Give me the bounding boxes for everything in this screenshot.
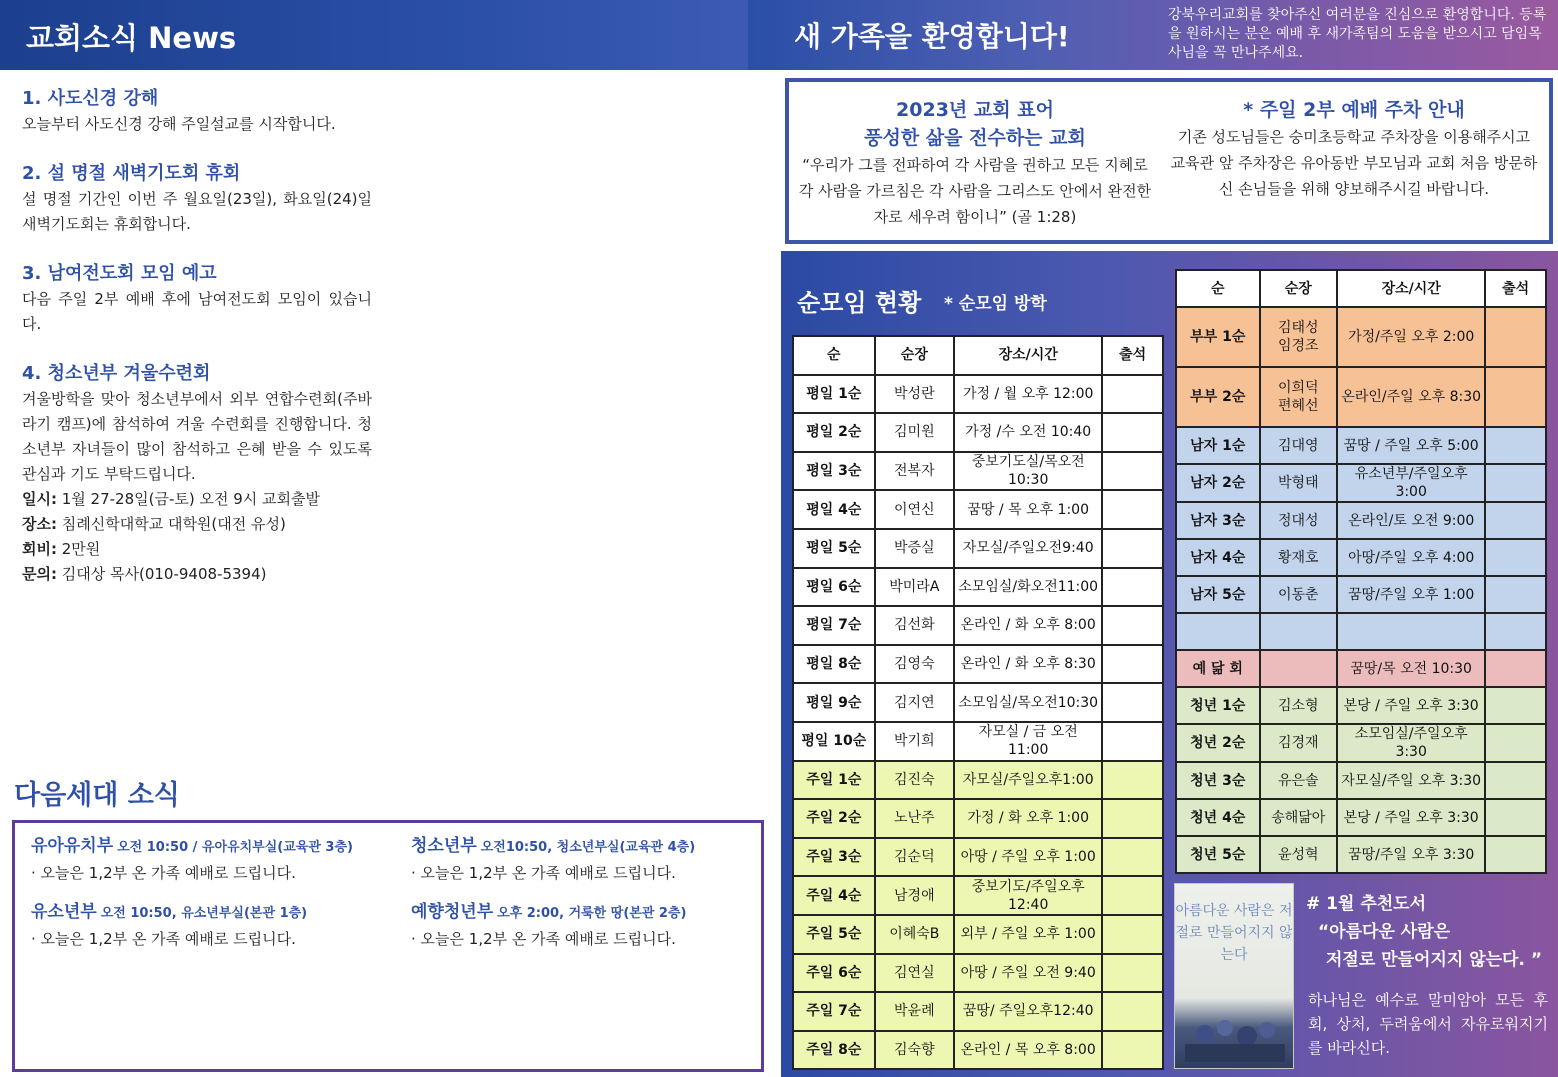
table-row: [1176, 539, 1546, 576]
news-detail: [22, 537, 372, 562]
leader-name: 정대성: [1278, 512, 1319, 529]
table-row: [793, 413, 1163, 452]
group-name-cell: 평일 4순: [793, 490, 875, 529]
group-attendance-cell: [1102, 683, 1163, 722]
group-name-cell: 청년 1순: [1176, 687, 1260, 724]
group-attendance-cell: [1485, 762, 1546, 799]
group-title: 순모임 현황: [797, 289, 922, 317]
news-detail: [22, 487, 372, 512]
group-attendance-cell: [1485, 613, 1546, 650]
group-place-cell: 온라인 / 목 오후 8:00: [954, 1031, 1102, 1070]
group-place-cell: 온라인 / 화 오후 8:00: [954, 606, 1102, 645]
group-leader-cell: 박기희: [875, 722, 955, 761]
group-leader-cell: [1260, 307, 1338, 367]
news-banner: [0, 0, 760, 70]
group-leader-cell: 김영숙: [875, 645, 955, 684]
leader-name: 유은솔: [1278, 772, 1319, 789]
table-row: [1176, 367, 1546, 427]
group-leader-cell: [1260, 762, 1338, 799]
group-place-cell: 소모임실/목오전10:30: [954, 683, 1102, 722]
group-attendance-cell: [1102, 452, 1163, 491]
group-place-cell: 꿈땅/주일 오후 1:00: [1337, 576, 1485, 613]
table-row: [793, 1031, 1163, 1070]
news-item: [22, 261, 372, 337]
group-place-cell: 중보기도실/목오전10:30: [954, 452, 1102, 491]
book-cover-image: [1174, 883, 1294, 1069]
group-attendance-cell: [1102, 568, 1163, 607]
header-cell: 장소/시간: [1337, 270, 1485, 307]
notice-box: [785, 78, 1553, 244]
nextgen-item: [411, 899, 771, 951]
dept-note: · 오늘은 1,2부 온 가족 예배로 드립니다.: [31, 864, 296, 882]
group-place-cell: 아땅 / 주일 오전 9:40: [954, 954, 1102, 993]
group-attendance-cell: [1485, 576, 1546, 613]
group-leader-cell: 김선화: [875, 606, 955, 645]
table-row: [793, 568, 1163, 607]
group-attendance-cell: [1102, 915, 1163, 954]
book-heading: # 1월 추천도서: [1306, 894, 1427, 914]
group-leader-cell: 이혜숙B: [875, 915, 955, 954]
table-row: [793, 954, 1163, 993]
group-leader-cell: [1260, 502, 1338, 539]
table-row: [793, 722, 1163, 761]
group-attendance-cell: [1485, 724, 1546, 762]
table-row: [793, 452, 1163, 491]
group-name-cell: 주일 6순: [793, 954, 875, 993]
dept-time: 오전 10:50, 유소년부실(본관 1층): [100, 906, 308, 921]
group-leader-cell: 김연실: [875, 954, 955, 993]
table-row: [793, 915, 1163, 954]
nextgen-box: [12, 820, 764, 1072]
group-name-cell: 청년 2순: [1176, 724, 1260, 762]
table-row: [1176, 724, 1546, 762]
group-table-couple-men-youth: [1175, 269, 1547, 874]
dept-time: 오전 10:50 / 유아유치부실(교육관 3층): [117, 840, 353, 855]
detail-value: 침례신학대학교 대학원(대전 유성): [56, 515, 286, 533]
leader-name: 박형태: [1278, 475, 1319, 491]
table-row: [1176, 576, 1546, 613]
group-attendance-cell: [1485, 836, 1546, 873]
group-name-cell: 평일 2순: [793, 413, 875, 452]
header-cell: 순장: [875, 336, 955, 375]
group-name-cell: 남자 2순: [1176, 464, 1260, 502]
group-leader-cell: 김지연: [875, 683, 955, 722]
group-leader-cell: [1260, 613, 1338, 650]
group-place-cell: 자모실/주일오전9:40: [954, 529, 1102, 568]
leader-name: 김경재: [1278, 735, 1319, 751]
group-place-cell: 중보기도/주일오후12:40: [954, 876, 1102, 915]
news-detail: [22, 562, 372, 587]
group-name-cell: 평일 5순: [793, 529, 875, 568]
group-place-cell: 꿈땅/주일 오후 3:30: [1337, 836, 1485, 873]
group-name-cell: 청년 5순: [1176, 836, 1260, 873]
table-row: [793, 645, 1163, 684]
table-row: [793, 761, 1163, 800]
group-leader-cell: [1260, 539, 1338, 576]
table-row: [793, 799, 1163, 838]
group-attendance-cell: [1102, 606, 1163, 645]
group-name-cell: 주일 2순: [793, 799, 875, 838]
group-place-cell: 가정/주일 오후 2:00: [1337, 307, 1485, 367]
group-leader-cell: 김미원: [875, 413, 955, 452]
group-place-cell: 가정 / 월 오후 12:00: [954, 375, 1102, 414]
parking-text: 기존 성도님들은 숭미초등학교 주차장을 이용해주시고 교육관 앞 주차장은 유아동반 부모님과 교회 처음 방문하신 손님들을 위해 양보해주시길 바랍니다.: [1170, 128, 1538, 198]
nextgen-title: 다음세대 소식: [14, 780, 180, 811]
news-item-body: 오늘부터 사도신경 강해 주일설교를 시작합니다.: [22, 115, 336, 133]
news-detail: [22, 512, 372, 537]
dept-note: · 오늘은 1,2부 온 가족 예배로 드립니다.: [411, 930, 676, 948]
flower-illustration-icon: [1185, 1012, 1285, 1062]
group-attendance-cell: [1102, 375, 1163, 414]
news-item: [22, 161, 372, 237]
table-row: [1176, 762, 1546, 799]
group-table-weekday-sunday: [792, 335, 1164, 1070]
group-name-cell: 청년 3순: [1176, 762, 1260, 799]
group-attendance-cell: [1485, 367, 1546, 427]
group-attendance-cell: [1102, 490, 1163, 529]
table-row: [1176, 799, 1546, 836]
group-attendance-cell: [1102, 992, 1163, 1031]
news-title: 교회소식 News: [26, 21, 237, 55]
news-item-body: 다음 주일 2부 예배 후에 남여전도회 모임이 있습니다.: [22, 290, 372, 333]
group-leader-cell: 김숙향: [875, 1031, 955, 1070]
table-row: [1176, 427, 1546, 464]
motto-title: 풍성한 삶을 전수하는 교회: [864, 127, 1086, 149]
group-name-cell: 평일 9순: [793, 683, 875, 722]
group-attendance-cell: [1485, 464, 1546, 502]
header-cell: 출석: [1485, 270, 1546, 307]
group-place-cell: 아땅 / 주일 오후 1:00: [954, 838, 1102, 877]
group-attendance-cell: [1485, 650, 1546, 687]
group-name-cell: [1176, 613, 1260, 650]
table-row: [1176, 502, 1546, 539]
leader-name: 김대영: [1278, 437, 1319, 454]
group-place-cell: 소모임실/주일오후3:30: [1337, 724, 1485, 762]
group-attendance-cell: [1102, 799, 1163, 838]
dept-name: 유소년부: [31, 902, 97, 922]
nextgen-item: [31, 899, 391, 951]
table-row: [793, 683, 1163, 722]
news-item: [22, 361, 372, 587]
group-attendance-cell: [1102, 761, 1163, 800]
group-leader-cell: 김진숙: [875, 761, 955, 800]
group-leader-cell: [1260, 650, 1338, 687]
table-row: [793, 992, 1163, 1031]
table-row: [793, 375, 1163, 414]
group-leader-cell: 박미라A: [875, 568, 955, 607]
group-name-cell: 평일 1순: [793, 375, 875, 414]
group-name-cell: 예 닮 회: [1176, 650, 1260, 687]
header-cell: 출석: [1102, 336, 1163, 375]
nextgen-column: [31, 833, 391, 965]
group-leader-cell: 박성란: [875, 375, 955, 414]
header-cell: 순: [1176, 270, 1260, 307]
group-place-cell: 가정 /수 오전 10:40: [954, 413, 1102, 452]
group-place-cell: 꿈땅 / 주일 오후 5:00: [1337, 427, 1485, 464]
book-quote-line: 저절로 만들어지지 않는다. ”: [1326, 950, 1543, 970]
group-place-cell: [1337, 613, 1485, 650]
table-row: [1176, 613, 1546, 650]
leader-name: 임경조: [1278, 338, 1319, 354]
group-name-cell: 청년 4순: [1176, 799, 1260, 836]
news-item: [22, 86, 372, 137]
group-leader-cell: [1260, 576, 1338, 613]
group-attendance-cell: [1102, 954, 1163, 993]
group-attendance-cell: [1102, 1031, 1163, 1070]
group-name-cell: 주일 5순: [793, 915, 875, 954]
news-item-title: 1. 사도신경 강해: [22, 88, 159, 109]
group-attendance-cell: [1102, 529, 1163, 568]
group-name-cell: 부부 2순: [1176, 367, 1260, 427]
welcome-banner: [748, 0, 1558, 70]
leader-name: 송해닮아: [1271, 809, 1326, 826]
group-name-cell: 평일 6순: [793, 568, 875, 607]
group-subtitle: * 순모임 방학: [944, 294, 1047, 314]
table-row: [1176, 687, 1546, 724]
detail-label: 회비:: [22, 540, 57, 558]
nextgen-column: [411, 833, 771, 965]
group-leader-cell: 이연신: [875, 490, 955, 529]
group-name-cell: 평일 7순: [793, 606, 875, 645]
table-row: [793, 606, 1163, 645]
book-description: 하나님은 예수로 말미암아 모든 후회, 상처, 두려움에서 자유로워지기를 바라신다.: [1308, 991, 1548, 1057]
group-attendance-cell: [1102, 722, 1163, 761]
group-leader-cell: [1260, 724, 1338, 762]
leader-name: 윤성혁: [1278, 846, 1319, 863]
table-row: [1176, 464, 1546, 502]
group-place-cell: 외부 / 주일 오후 1:00: [954, 915, 1102, 954]
group-leader-cell: [1260, 799, 1338, 836]
news-list: [22, 86, 372, 611]
group-name-cell: 주일 8순: [793, 1031, 875, 1070]
group-attendance-cell: [1485, 687, 1546, 724]
table-row: [793, 490, 1163, 529]
group-attendance-cell: [1102, 876, 1163, 915]
group-name-cell: 남자 5순: [1176, 576, 1260, 613]
motto-year-title: 2023년 교회 표어: [896, 99, 1054, 121]
group-name-cell: 주일 1순: [793, 761, 875, 800]
parking-title: * 주일 2부 예배 주차 안내: [1243, 99, 1465, 121]
group-attendance-cell: [1485, 799, 1546, 836]
group-place-cell: 자모실/주일 오후 3:30: [1337, 762, 1485, 799]
group-attendance-cell: [1485, 502, 1546, 539]
news-item-title: 2. 설 명절 새벽기도회 휴회: [22, 163, 241, 184]
group-name-cell: 남자 4순: [1176, 539, 1260, 576]
group-leader-cell: [1260, 427, 1338, 464]
group-place-cell: 본당 / 주일 오후 3:30: [1337, 799, 1485, 836]
dept-time: 오후 2:00, 거룩한 땅(본관 2층): [497, 906, 687, 921]
group-attendance-cell: [1102, 838, 1163, 877]
group-leader-cell: 김순덕: [875, 838, 955, 877]
group-place-cell: 온라인 / 화 오후 8:30: [954, 645, 1102, 684]
group-attendance-cell: [1485, 307, 1546, 367]
group-leader-cell: 박증실: [875, 529, 955, 568]
group-name-cell: 남자 3순: [1176, 502, 1260, 539]
group-place-cell: 자모실/주일오후1:00: [954, 761, 1102, 800]
detail-value: 1월 27-28일(금-토) 오전 9시 교회출발: [56, 490, 321, 508]
group-attendance-cell: [1102, 645, 1163, 684]
group-place-cell: 소모임실/화오전11:00: [954, 568, 1102, 607]
group-name-cell: 평일 3순: [793, 452, 875, 491]
welcome-title: 새 가족을 환영합니다!: [794, 20, 1070, 53]
dept-name: 청소년부: [411, 836, 477, 856]
group-place-cell: 꿈땅 / 목 오후 1:00: [954, 490, 1102, 529]
detail-value: 2만원: [56, 540, 101, 558]
news-item-title: 4. 청소년부 겨울수련회: [22, 363, 211, 384]
group-leader-cell: 남경애: [875, 876, 955, 915]
detail-value: 김대상 목사(010-9408-5394): [56, 565, 267, 583]
leader-name: 편혜선: [1278, 398, 1319, 414]
dept-note: · 오늘은 1,2부 온 가족 예배로 드립니다.: [411, 864, 676, 882]
dept-name: 유아유치부: [31, 836, 114, 856]
nextgen-item: [31, 833, 391, 885]
group-place-cell: 아땅/주일 오후 4:00: [1337, 539, 1485, 576]
table-row: [1176, 307, 1546, 367]
leader-name: 이동춘: [1278, 586, 1319, 603]
group-leader-cell: 박윤례: [875, 992, 955, 1031]
book-cover-title: 아름다운 사람은 저절로 만들어지지 않는다: [1175, 903, 1293, 963]
leader-name: 김소형: [1278, 697, 1319, 714]
group-attendance-cell: [1485, 427, 1546, 464]
group-leader-cell: 노난주: [875, 799, 955, 838]
group-name-cell: 주일 3순: [793, 838, 875, 877]
group-place-cell: 꿈땅/목 오전 10:30: [1337, 650, 1485, 687]
book-quote-line: “아름다운 사람은: [1318, 922, 1451, 942]
group-place-cell: 유소년부/주일오후3:00: [1337, 464, 1485, 502]
parking-section: [1169, 96, 1539, 202]
group-place-cell: 온라인/토 오전 9:00: [1337, 502, 1485, 539]
motto-section: [795, 96, 1155, 230]
news-item-body: 설 명절 기간인 이번 주 월요일(23일), 화요일(24)일 새벽기도회는 휴회합니다.: [22, 190, 372, 233]
table-row: [1176, 836, 1546, 873]
header-cell: 장소/시간: [954, 336, 1102, 375]
detail-label: 문의:: [22, 565, 57, 583]
motto-verse: “우리가 그를 전파하여 각 사람을 권하고 모든 지혜로 각 사람을 가르침은 각 사람을 그리스도 안에서 완전한 자로 세우려 함이니” (골 1:28): [798, 156, 1152, 226]
group-place-cell: 자모실 / 금 오전 11:00: [954, 722, 1102, 761]
table-row: [793, 529, 1163, 568]
group-attendance-cell: [1485, 539, 1546, 576]
news-item-body: 겨울방학을 맞아 청소년부에서 외부 연합수련회(주바라기 캠프)에 참석하여 겨울 수련회를 진행합니다. 청소년부 자녀들이 많이 참석하고 은혜 받을 수 있도록 관심과 기도 부탁드립니다.: [22, 390, 372, 483]
group-place-cell: 가정 / 화 오후 1:00: [954, 799, 1102, 838]
detail-label: 일시:: [22, 490, 57, 508]
group-leader-cell: [1260, 464, 1338, 502]
group-name-cell: 남자 1순: [1176, 427, 1260, 464]
dept-time: 오전10:50, 청소년부실(교육관 4층): [480, 840, 696, 855]
group-leader-cell: [1260, 367, 1338, 427]
group-name-cell: 평일 10순: [793, 722, 875, 761]
table-row: [793, 838, 1163, 877]
header-cell: 순: [793, 336, 875, 375]
dept-note: · 오늘은 1,2부 온 가족 예배로 드립니다.: [31, 930, 296, 948]
detail-label: 장소:: [22, 515, 57, 533]
group-name-cell: 평일 8순: [793, 645, 875, 684]
group-name-cell: 주일 7순: [793, 992, 875, 1031]
table-row: [1176, 650, 1546, 687]
nextgen-item: [411, 833, 771, 885]
group-name-cell: 부부 1순: [1176, 307, 1260, 367]
group-attendance-cell: [1102, 413, 1163, 452]
dept-name: 예향청년부: [411, 902, 494, 922]
book-quote: [1306, 918, 1554, 974]
group-leader-cell: [1260, 687, 1338, 724]
leader-name: 이희덕: [1278, 380, 1319, 396]
group-place-cell: 본당 / 주일 오후 3:30: [1337, 687, 1485, 724]
header-cell: 순장: [1260, 270, 1338, 307]
group-place-cell: 꿈땅/ 주일오후12:40: [954, 992, 1102, 1031]
news-item-title: 3. 남여전도회 모임 예고: [22, 263, 217, 284]
welcome-text: 강북우리교회를 찾아주신 여러분을 진심으로 환영합니다. 등록을 원하시는 분은 예배 후 새가족팀의 도움을 받으시고 담임목사님을 꼭 만나주세요.: [1168, 7, 1547, 61]
group-place-cell: 온라인/주일 오후 8:30: [1337, 367, 1485, 427]
group-leader-cell: 전복자: [875, 452, 955, 491]
leader-name: 황재호: [1278, 549, 1319, 566]
group-leader-cell: [1260, 836, 1338, 873]
leader-name: 김태성: [1278, 320, 1319, 336]
group-name-cell: 주일 4순: [793, 876, 875, 915]
table-row: [793, 876, 1163, 915]
